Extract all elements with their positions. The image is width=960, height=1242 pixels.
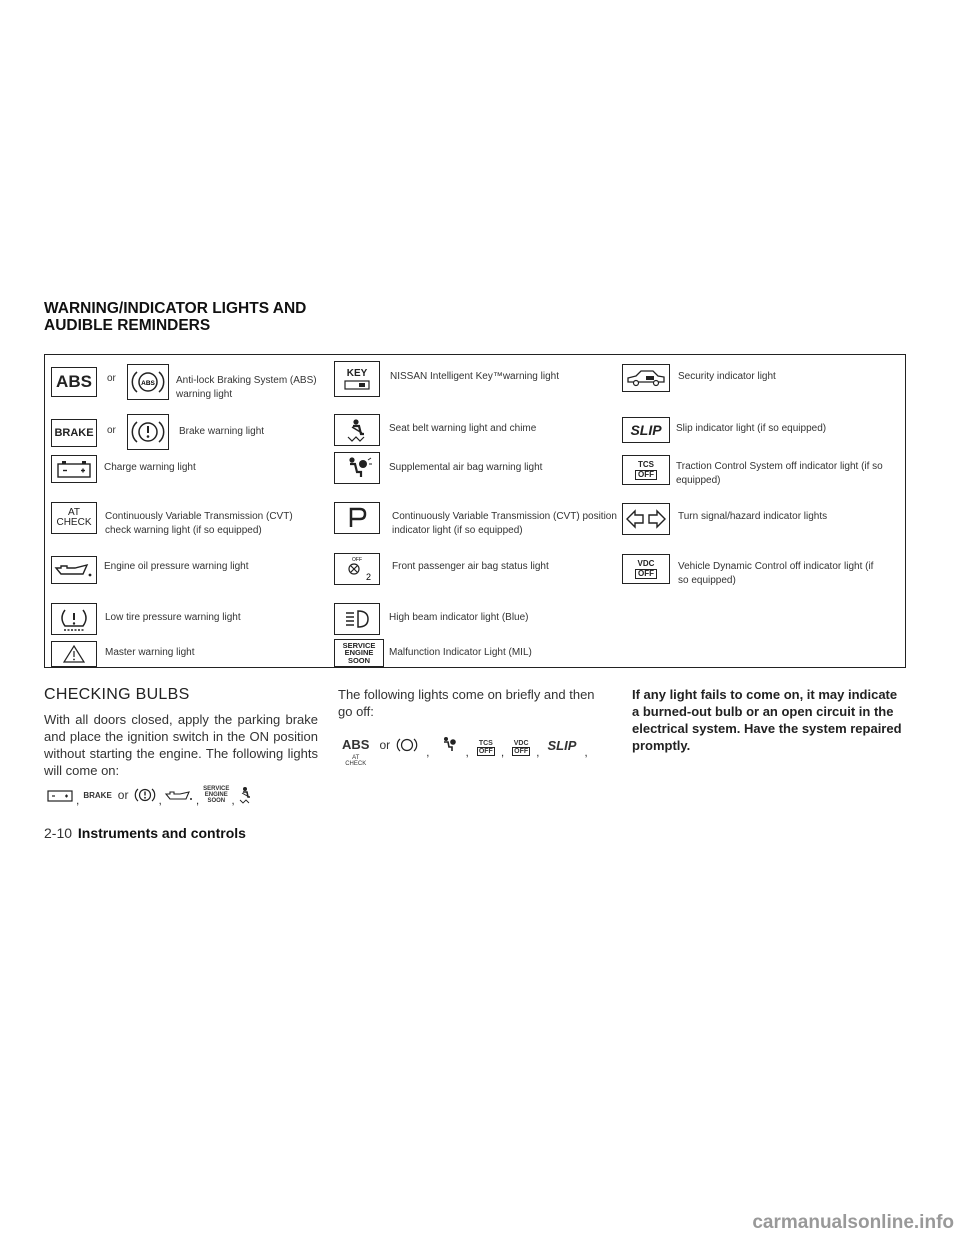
abs-warning-text: Anti-lock Braking System (ABS) warning light [176,375,317,400]
tcs-off-icon [622,455,670,485]
low-tire-icon [51,603,97,635]
watermark: carmanualsonline.info [752,1212,954,1233]
pass-airbag-off-text: OFF [352,557,362,563]
mil-icon-line-2: ENGINE [344,648,374,658]
oil-pressure-icon [51,556,97,584]
slip-mini-icon: SLIP [547,737,577,753]
cvt-check-icon [51,502,97,534]
brake-icon [51,419,97,447]
abs-icon-label: ABS [56,372,92,391]
or-separator: or [117,788,129,802]
abs-circle-icon [127,364,169,400]
bulb-check-icon-row [44,783,257,807]
airbag-mini-icon [439,736,459,754]
cvt-check-text: Continuously Variable Transmission (CVT) check warning light (if so equipped) [105,511,293,536]
oil-mini-icon [164,787,194,803]
master-warning-icon [51,641,97,667]
briefly-lights-paragraph: The following lights come on briefly and then go off: [338,687,595,719]
passenger-airbag-text: Front passenger air bag status light [392,561,549,572]
master-warning-text: Master warning light [105,647,195,658]
section-title-line-1: WARNING/INDICATOR LIGHTS AND [44,300,307,317]
charge-mini-icon [46,787,74,803]
vdc-off-text: Vehicle Dynamic Control off indicator light (if so equipped) [678,561,874,586]
cvt-position-icon [334,502,380,534]
high-beam-text: High beam indicator light (Blue) [389,612,529,623]
chapter-title: Instruments and controls [77,825,246,841]
or-label: or [107,425,116,436]
mil-icon-line-1: SERVICE [342,640,376,650]
vdc-mini-line-2: OFF [514,748,529,755]
cvt-icon-label-2: CHECK [56,517,92,528]
service-engine-soon-mini-icon [203,786,229,804]
comma-separator: , [536,745,540,759]
vdc-off-mini-icon [512,740,530,756]
tcs-off-mini-icon [477,740,495,756]
svc-mini-line-2: ENGINE [204,792,228,798]
comma-separator: , [231,793,235,807]
indicator-lights-table [44,354,906,668]
section-title [44,300,644,334]
page-number: 2-10 [44,825,73,841]
turn-signal-text: Turn signal/hazard indicator lights [678,511,828,522]
vdc-icon-line-1: VDC [637,558,655,568]
low-tire-text: Low tire pressure warning light [105,612,241,623]
tcs-icon-line-2: OFF [635,470,657,480]
cvt-position-text: Continuously Variable Transmission (CVT) position indicator light (if so equipped) [392,511,617,536]
svc-mini-line-1: SERVICE [203,786,230,792]
key-icon [334,361,380,397]
passenger-airbag-icon [334,553,380,585]
mil-icon-line-3: SOON [347,655,371,665]
section-title-line-2: AUDIBLE REMINDERS [44,317,211,334]
tcs-off-text: Traction Control System off indicator light (if so equipped) [676,461,883,486]
mil-text: Malfunction Indicator Light (MIL) [389,647,532,658]
abs-icon [51,367,97,397]
brake-icon-label: BRAKE [54,427,94,439]
high-beam-icon [334,603,380,635]
mil-icon [334,639,384,667]
cvt-icon-label-1: AT [67,507,81,518]
comma-separator: , [158,793,162,807]
brake-circle-icon [127,414,169,450]
charge-warning-text: Charge warning light [104,462,196,473]
comma-separator: , [465,745,469,759]
checking-bulbs-paragraph: With all doors closed, apply the parking brake and place the ignition switch in the ON position without starting the engine. The following lights will come on: [44,712,318,778]
check-mini-label: CHECK [345,761,367,767]
abs-mini-label: ABS [342,737,370,752]
airbag-icon [334,452,380,484]
svg-text:2: 2 [366,572,372,582]
comma-separator: , [195,793,200,807]
svc-mini-line-3: SOON [207,798,226,804]
security-text: Security indicator light [678,371,776,382]
brake-warning-text: Brake warning light [179,426,265,437]
seatbelt-text: Seat belt warning light and chime [389,423,537,434]
comma-separator: , [584,745,588,759]
airbag-text: Supplemental air bag warning light [389,462,543,473]
seatbelt-icon [334,414,380,446]
briefly-lights-icon-row [340,736,588,768]
abs-at-check-mini-icon [342,737,369,767]
slip-icon-label: SLIP [630,422,662,438]
seatbelt-mini-icon [237,786,255,804]
abs-circle-mini-icon [396,736,418,754]
or-label: or [107,373,116,384]
vdc-off-icon [622,554,670,584]
vdc-mini-line-1: VDC [513,740,529,747]
slip-text: Slip indicator light (if so equipped) [676,423,827,434]
or-separator: or [379,738,391,752]
tcs-mini-line-1: TCS [478,740,493,747]
brake-circle-mini-icon [134,786,156,804]
abs-circle-text: ABS [141,380,155,387]
comma-separator: , [76,793,80,807]
turn-signal-icon [622,503,670,535]
slip-icon [622,417,670,443]
comma-separator: , [426,745,430,759]
key-icon-label: KEY [346,367,368,379]
comma-separator: , [500,745,505,759]
bulb-failure-warning-paragraph: If any light fails to come on, it may indicate a burned-out bulb or an open circuit in the electrical system. Have the system repaired promptly. [632,687,902,753]
key-warning-text: NISSAN Intelligent Key™warning light [390,371,559,382]
vdc-icon-line-2: OFF [635,569,657,579]
brake-mini-icon: BRAKE [83,790,112,800]
page-footer [44,825,246,841]
tcs-mini-line-2: OFF [478,748,493,755]
tcs-icon-line-1: TCS [638,459,654,469]
security-icon [622,364,670,392]
charge-icon [51,455,97,483]
checking-bulbs-heading: CHECKING BULBS [44,686,190,703]
at-mini-label: AT [352,755,360,761]
oil-pressure-text: Engine oil pressure warning light [104,561,249,572]
